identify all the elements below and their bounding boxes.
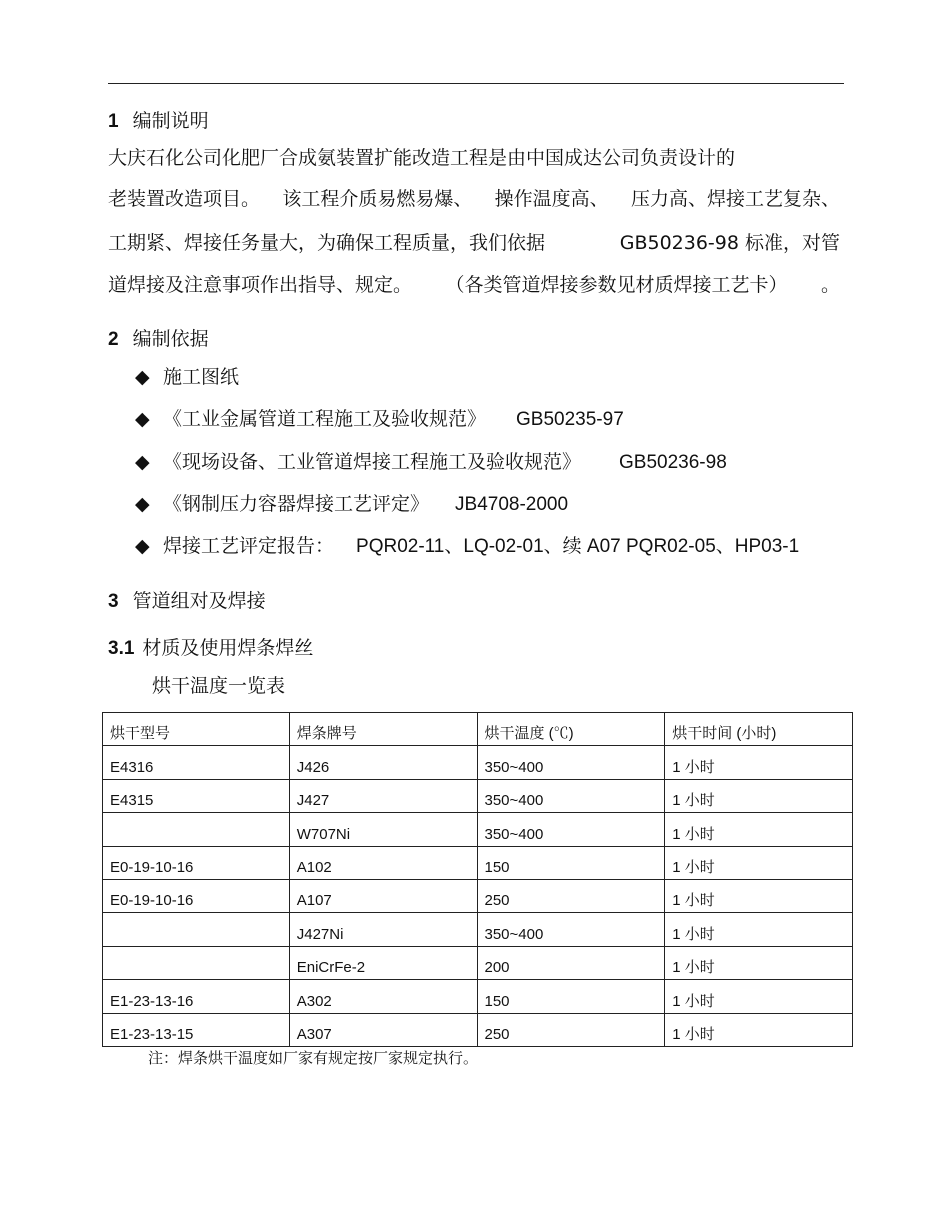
table-cell: 250	[477, 879, 665, 912]
section-number: 1	[108, 111, 119, 132]
table-row	[103, 746, 853, 779]
table-cell: EniCrFe-2	[289, 946, 477, 979]
section-3-heading	[108, 588, 266, 615]
section-title: 编制说明	[132, 110, 209, 132]
table-cell: 150	[477, 980, 665, 1013]
table-row	[103, 779, 853, 812]
table-cell: E0-19-10-16	[103, 879, 290, 912]
table-cell: 1 小时	[665, 779, 853, 812]
column-header: 烘干温度 (℃)	[477, 713, 665, 746]
section-title: 材质及使用焊条焊丝	[142, 637, 314, 659]
table-row	[103, 1013, 853, 1046]
reference-item	[135, 364, 239, 390]
table-cell: 1 小时	[665, 746, 853, 779]
paragraph-text: 。	[820, 274, 840, 296]
paragraph-text: GB50236-98 标准，对管	[619, 232, 840, 254]
table-cell: E4315	[103, 779, 290, 812]
table-row	[103, 980, 853, 1013]
reference-code: JB4708-2000	[455, 494, 569, 515]
reference-title: 焊接工艺评定报告：	[163, 535, 335, 557]
header-rule	[108, 83, 844, 84]
bake-table	[102, 712, 853, 1047]
reference-code: GB50235-97	[516, 409, 624, 430]
reference-title: 《钢制压力容器焊接工艺评定》	[163, 493, 430, 515]
table-cell: E4316	[103, 746, 290, 779]
table-cell: 350~400	[477, 913, 665, 946]
paragraph-line	[108, 145, 735, 171]
table-cell	[103, 813, 290, 846]
section-2-heading	[108, 326, 209, 353]
table-cell: A102	[289, 846, 477, 879]
reference-item	[135, 406, 624, 433]
table-cell	[103, 946, 290, 979]
reference-title: 《现场设备、工业管道焊接工程施工及验收规范》	[163, 451, 582, 473]
table-cell: 350~400	[477, 779, 665, 812]
table-cell: J427	[289, 779, 477, 812]
reference-item	[135, 491, 568, 518]
table-cell: E1-23-13-16	[103, 980, 290, 1013]
section-title: 编制依据	[132, 328, 209, 350]
paragraph-text: 该工程介质易燃易爆、	[282, 188, 473, 210]
table-cell: 1 小时	[665, 1013, 853, 1046]
table-cell	[103, 913, 290, 946]
table-row	[103, 946, 853, 979]
table-cell: 150	[477, 846, 665, 879]
paragraph-line	[108, 230, 840, 256]
bullet-diamond-icon: ◆	[135, 408, 150, 430]
table-row	[103, 913, 853, 946]
section-number: 2	[108, 329, 119, 350]
table-cell: 200	[477, 946, 665, 979]
reference-code: GB50236-98	[619, 452, 727, 473]
table-cell: J426	[289, 746, 477, 779]
table-cell: 1 小时	[665, 846, 853, 879]
paragraph-text: 工期紧、焊接任务量大，为确保工程质量，我们依据	[108, 232, 546, 254]
table-cell: 1 小时	[665, 879, 853, 912]
bullet-diamond-icon: ◆	[135, 451, 150, 473]
table-cell: 250	[477, 1013, 665, 1046]
table-cell: A302	[289, 980, 477, 1013]
section-number: 3.1	[108, 638, 135, 659]
paragraph-text: 老装置改造项目。	[108, 188, 261, 210]
table-row	[103, 879, 853, 912]
bullet-diamond-icon: ◆	[135, 535, 150, 557]
paragraph-line	[108, 272, 840, 298]
table-cell: 1 小时	[665, 980, 853, 1013]
table-cell: J427Ni	[289, 913, 477, 946]
table-cell: 1 小时	[665, 913, 853, 946]
reference-item	[135, 449, 727, 476]
paragraph-text: 大庆石化公司化肥厂合成氨装置扩能改造工程是由中国成达公司负责设计的	[108, 147, 736, 169]
table-cell: A107	[289, 879, 477, 912]
column-header: 烘干型号	[103, 713, 290, 746]
table-cell: E1-23-13-15	[103, 1013, 290, 1046]
section-title: 管道组对及焊接	[132, 590, 266, 612]
table-row	[103, 813, 853, 846]
table-cell: A307	[289, 1013, 477, 1046]
reference-code: PQR02-11、LQ-02-01、续 A07 PQR02-05、HP03-1	[356, 536, 800, 557]
reference-title: 《工业金属管道工程施工及验收规范》	[163, 408, 487, 430]
section-number: 3	[108, 591, 119, 612]
table-caption: 烘干温度一览表	[152, 675, 286, 697]
table-cell: 350~400	[477, 813, 665, 846]
section-1-heading	[108, 108, 209, 135]
bullet-diamond-icon: ◆	[135, 366, 150, 388]
paragraph-line	[108, 186, 840, 212]
column-header: 烘干时间 (小时)	[665, 713, 853, 746]
column-header: 焊条牌号	[289, 713, 477, 746]
table-cell: 350~400	[477, 746, 665, 779]
table-header-row	[103, 713, 853, 746]
reference-title: 施工图纸	[163, 366, 240, 388]
table-note: 注：焊条烘干温度如厂家有规定按厂家规定执行。	[148, 1049, 479, 1067]
table-row	[103, 846, 853, 879]
paragraph-text: 压力高、焊接工艺复杂、	[630, 188, 840, 210]
table-cell: W707Ni	[289, 813, 477, 846]
section-3-1-heading	[108, 635, 313, 662]
paragraph-text: 道焊接及注意事项作出指导、规定。	[108, 274, 413, 296]
reference-item	[135, 533, 799, 560]
bullet-diamond-icon: ◆	[135, 493, 150, 515]
paragraph-text: 操作温度高、	[494, 188, 609, 210]
table-cell: 1 小时	[665, 813, 853, 846]
table-cell: E0-19-10-16	[103, 846, 290, 879]
table-cell: 1 小时	[665, 946, 853, 979]
paragraph-text: （各类管道焊接参数见材质焊接工艺卡）	[445, 274, 788, 296]
